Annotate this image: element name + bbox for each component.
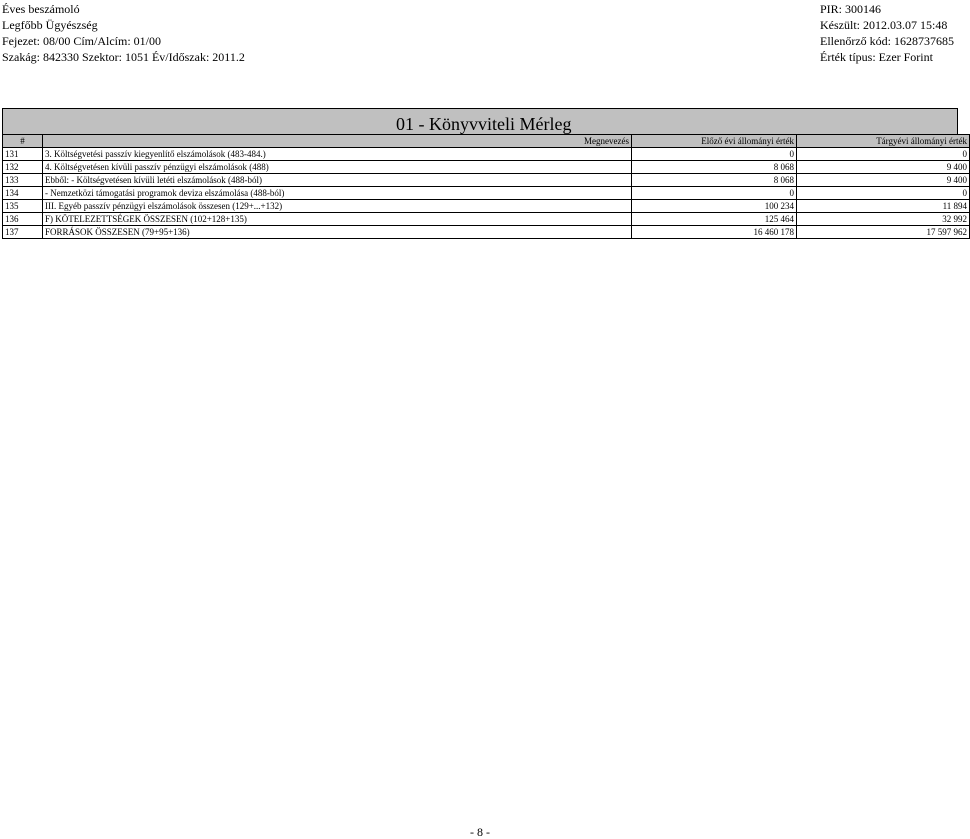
row-current-value: 17 597 962 bbox=[797, 226, 970, 239]
row-name: F) KÖTELEZETTSÉGEK ÖSSZESEN (102+128+135) bbox=[43, 213, 632, 226]
row-previous-value: 16 460 178 bbox=[632, 226, 797, 239]
row-number: 132 bbox=[3, 161, 43, 174]
table-row bbox=[3, 200, 970, 213]
column-header-number: # bbox=[3, 135, 43, 148]
row-name: 4. Költségvetésen kívüli passzív pénzügyi elszámolások (488) bbox=[43, 161, 632, 174]
table-row bbox=[3, 148, 970, 161]
row-current-value: 0 bbox=[797, 148, 970, 161]
row-current-value: 9 400 bbox=[797, 174, 970, 187]
column-header-previous: Előző évi állományi érték bbox=[632, 135, 797, 148]
table-title: 01 - Könyvviteli Mérleg bbox=[396, 114, 572, 134]
row-previous-value: 0 bbox=[632, 187, 797, 200]
row-previous-value: 8 068 bbox=[632, 161, 797, 174]
row-current-value: 11 894 bbox=[797, 200, 970, 213]
report-type: Éves beszámoló bbox=[2, 2, 80, 16]
row-number: 131 bbox=[3, 148, 43, 161]
row-current-value: 9 400 bbox=[797, 161, 970, 174]
table-row bbox=[3, 213, 970, 226]
report-header-left bbox=[2, 1, 245, 65]
column-header-current: Tárgyévi állományi érték bbox=[797, 135, 970, 148]
row-previous-value: 100 234 bbox=[632, 200, 797, 213]
row-number: 135 bbox=[3, 200, 43, 213]
table-row bbox=[3, 226, 970, 239]
row-current-value: 32 992 bbox=[797, 213, 970, 226]
page-number: - 8 - bbox=[470, 825, 490, 839]
sector-info: Szakág: 842330 Szektor: 1051 Év/Időszak: 2011.2 bbox=[2, 50, 245, 64]
institution-name: Legfőbb Ügyészség bbox=[2, 18, 98, 32]
row-name: 3. Költségvetési passzív kiegyenlítő elszámolások (483-484.) bbox=[43, 148, 632, 161]
row-number: 136 bbox=[3, 213, 43, 226]
row-name: Ebből: - Költségvetésen kívüli letéti elszámolások (488-ból) bbox=[43, 174, 632, 187]
control-code: Ellenőrző kód: 1628737685 bbox=[820, 34, 954, 48]
row-previous-value: 0 bbox=[632, 148, 797, 161]
row-current-value: 0 bbox=[797, 187, 970, 200]
row-name: - Nemzetközi támogatási programok deviza elszámolása (488-ból) bbox=[43, 187, 632, 200]
report-header-right bbox=[820, 1, 954, 65]
table-row bbox=[3, 187, 970, 200]
table-header-row bbox=[3, 135, 970, 148]
value-type: Érték típus: Ezer Forint bbox=[820, 50, 933, 64]
row-previous-value: 125 464 bbox=[632, 213, 797, 226]
row-name: FORRÁSOK ÖSSZESEN (79+95+136) bbox=[43, 226, 632, 239]
pir-number: PIR: 300146 bbox=[820, 2, 882, 16]
table-row bbox=[3, 174, 970, 187]
row-name: III. Egyéb passzív pénzügyi elszámolások összesen (129+...+132) bbox=[43, 200, 632, 213]
created-timestamp: Készült: 2012.03.07 15:48 bbox=[820, 18, 948, 32]
table-title-bar bbox=[2, 108, 958, 134]
row-number: 137 bbox=[3, 226, 43, 239]
column-header-name: Megnevezés bbox=[43, 135, 632, 148]
table-row bbox=[3, 161, 970, 174]
row-number: 133 bbox=[3, 174, 43, 187]
row-previous-value: 8 068 bbox=[632, 174, 797, 187]
chapter-info: Fejezet: 08/00 Cím/Alcím: 01/00 bbox=[2, 34, 161, 48]
row-number: 134 bbox=[3, 187, 43, 200]
balance-sheet-table bbox=[2, 134, 970, 239]
